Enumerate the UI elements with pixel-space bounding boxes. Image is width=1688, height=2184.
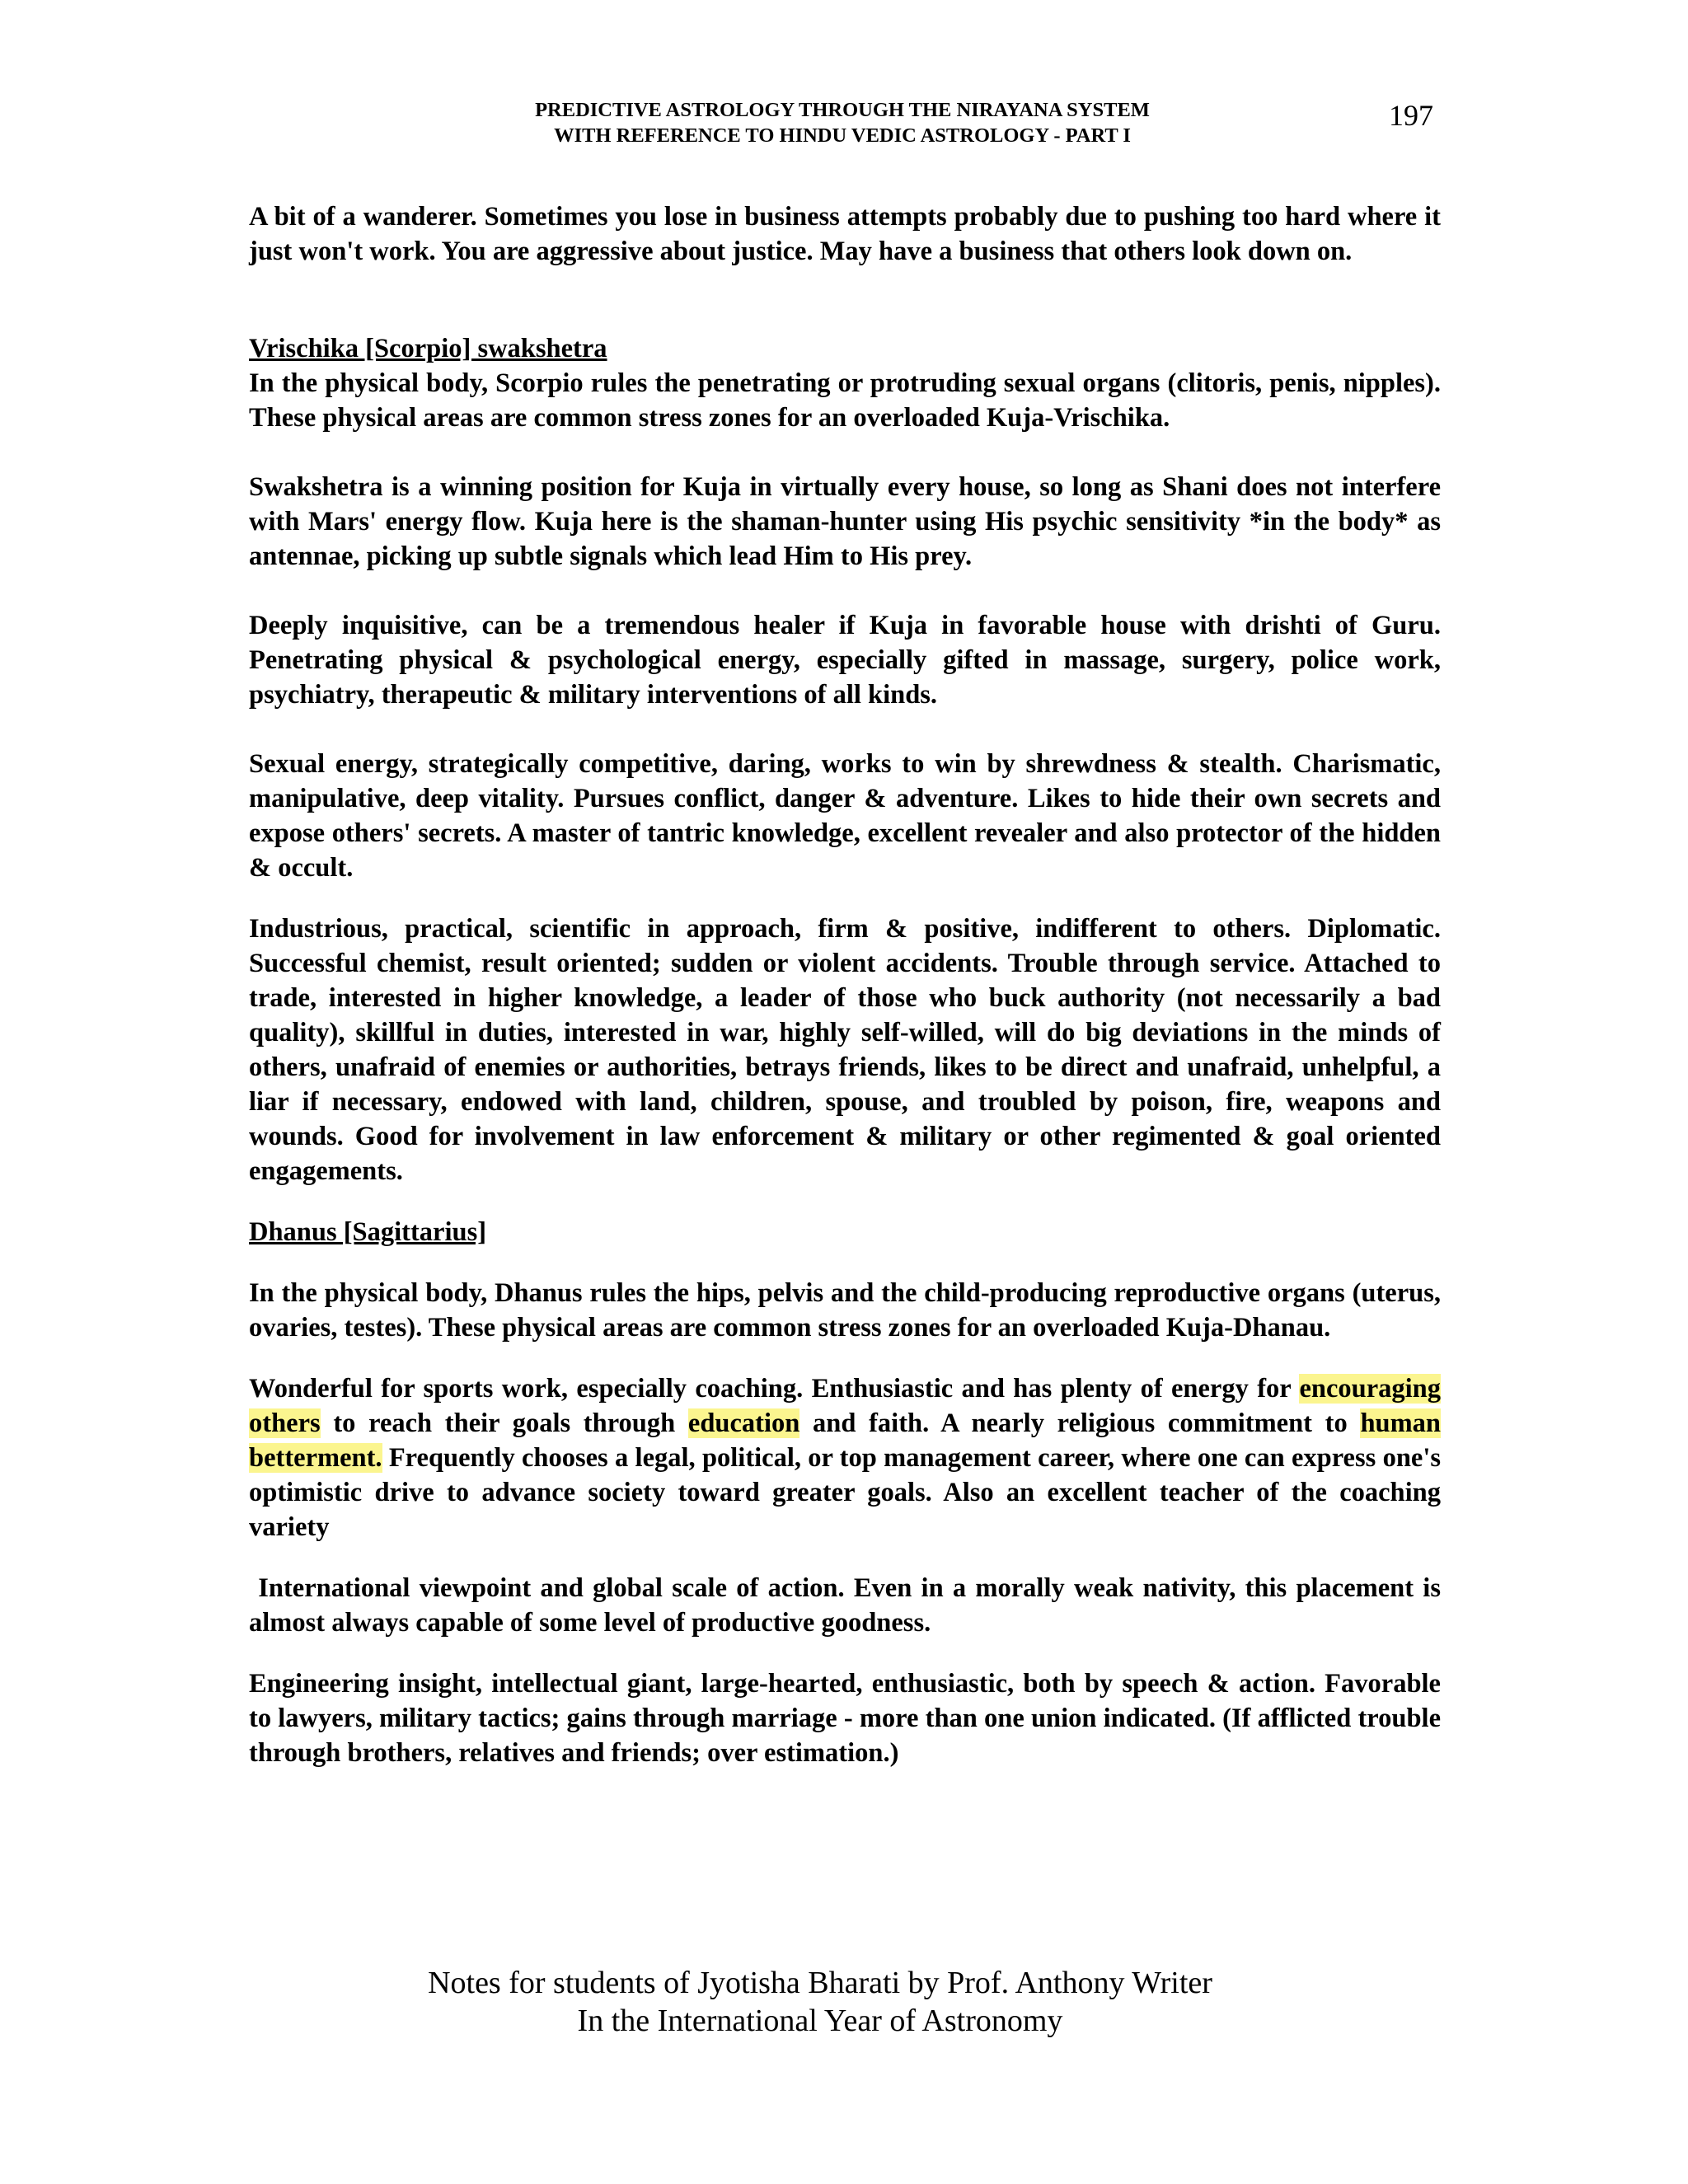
vrischika-paragraph-4: Sexual energy, strategically competitive, daring, works to win by shrewdness & stealth. Charismatic, manipulative, deep vitality. Pursues conflict, danger & adventure. Likes to hide their own secrets and expose others' secrets. A master of tantric knowledge, excellent revealer and also protector of the hidden & occult. [249,749,1441,883]
highlight-human-betterment: human betterment. [249,1408,1441,1473]
section-heading-dhanus: Dhanus [Sagittarius] [249,1217,487,1247]
page-footer [330,1964,1311,2040]
footer-line-1: Notes for students of Jyotisha Bharati by Prof. Anthony Writer [428,1966,1212,2000]
highlight-education: education [687,1408,800,1438]
vrischika-paragraph-5: Industrious, practical, scientific in approach, firm & positive, indifferent to others. Diplomatic. Successful chemist, result oriented; sudden or violent accidents. Trouble through service. Attached to trade, interested in higher knowledge, a leader of those who buck authority (not necessarily a bad quality), skillful in duties, interested in war, highly self-willed, will do big deviations in the minds of others, unafraid of enemies or authorities, betrays friends, likes to be direct and unafraid, unhelpful, a liar if necessary, endowed with land, children, spouse, and troubled by poison, fire, weapons and wounds. Good for involvement in law enforcement & military or other regimented & goal oriented engagements. [249,914,1441,1186]
page-number: 197 [1389,99,1433,132]
dhanus-paragraph-3: International viewpoint and global scale of action. Even in a morally weak nativity, this placement is almost always capable of some level of productive goodness. [249,1573,1448,1638]
highlight-encouraging-others: encouraging others [249,1374,1441,1438]
dhanus-paragraph-1: In the physical body, Dhanus rules the hips, pelvis and the child-producing reproductive organs (uterus, ovaries, testes). These physical areas are common stress zones for an overloaded Kuja-Dhanau. [249,1278,1441,1343]
header-title-line-1: PREDICTIVE ASTROLOGY THROUGH THE NIRAYANA SYSTEM [535,99,1150,121]
vrischika-paragraph-2: Swakshetra is a winning position for Kuja in virtually every house, so long as Shani does not interfere with Mars' energy flow. Kuja here is the shaman-hunter using His psychic sensitivity *in the body* as antennae, picking up subtle signals which lead Him to His prey. [249,472,1441,571]
intro-paragraph: A bit of a wanderer. Sometimes you lose in business attempts probably due to pushing too hard where it just won't work. You are aggressive about justice. May have a business that others look down on. [249,202,1441,266]
page-body [249,199,1448,1770]
vrischika-paragraph-3: Deeply inquisitive, can be a tremendous healer if Kuja in favorable house with drishti of Guru. Penetrating physical & psychological energy, especially gifted in massage, surgery, police work, psychiatry, therapeutic & military interventions of all kinds. [249,611,1441,710]
section-heading-vrischika: Vrischika [Scorpio] swakshetra [249,334,607,363]
dhanus-paragraph-2 [249,1371,1441,1544]
dhanus-paragraph-4: Engineering insight, intellectual giant, large-hearted, enthusiastic, both by speech & action. Favorable to lawyers, military tactics; gains through marriage - more than one union indicated. (If afflicted trouble through brothers, relatives and friends; over estimation.) [249,1669,1441,1768]
running-header [331,97,1353,148]
vrischika-paragraph-1: In the physical body, Scorpio rules the penetrating or protruding sexual organs (clitoris, penis, nipples). These physical areas are common stress zones for an overloaded Kuja-Vrischika. [249,368,1441,433]
dhanus-p2-text-4: Frequently chooses a legal, political, or top management career, where one can express one's optimistic drive to advance society toward greater goals. Also an excellent teacher of the coaching variety [249,1443,1441,1542]
dhanus-p2-text-3: and faith. A nearly religious commitment to [799,1408,1361,1438]
footer-line-2: In the International Year of Astronomy [577,2004,1063,2038]
dhanus-p2-text-2: to reach their goals through [320,1408,688,1438]
dhanus-p2-text-1: Wonderful for sports work, especially coaching. Enthusiastic and has plenty of energy for [249,1374,1300,1404]
header-title-line-2: WITH REFERENCE TO HINDU VEDIC ASTROLOGY - PART I [554,124,1131,147]
